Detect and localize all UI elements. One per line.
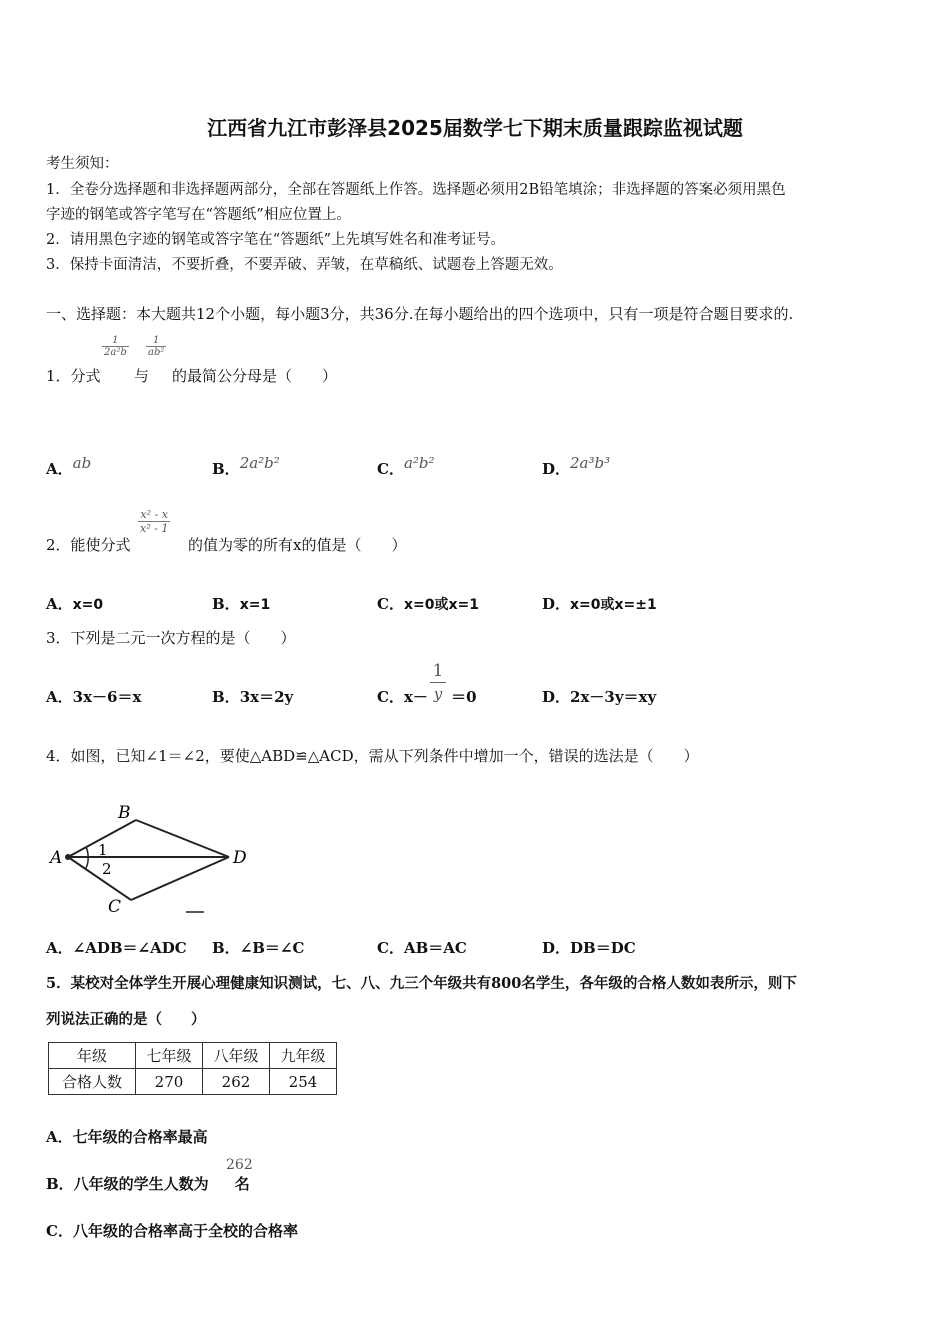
q1-frac1-num: 1 <box>102 335 129 347</box>
q1-frac2-num: 1 <box>146 335 166 347</box>
q4-option-c: C．AB＝AC <box>377 939 467 957</box>
table-row <box>49 1069 337 1095</box>
question-5-line-1: 5．某校对全体学生开展心理健康知识测试，七、八、九三个年级共有800名学生，各年级的合格人数如表所示，则下 <box>46 975 797 992</box>
q5-option-b: B．八年级的学生人数为 名 <box>46 1175 250 1193</box>
section-heading: 一、选择题：本大题共12个小题，每小题3分，共36分.在每小题给出的四个选项中，只有一项是符合题目要求的. <box>46 305 794 323</box>
notice-line-2: 2．请用黑色字迹的钢笔或答字笔在“答题纸”上先填写姓名和准考证号。 <box>46 232 506 248</box>
notice-line-1b: 字迹的钢笔或答字笔写在“答题纸”相应位置上。 <box>46 207 351 223</box>
q3-option-b: B．3x＝2y <box>212 688 294 706</box>
notice-line-1a: 1．全卷分选择题和非选择题两部分，全部在答题纸上作答。选择题必须用2B铅笔填涂；非选择题的答案必须用黑色 <box>46 182 786 198</box>
table-cell: 270 <box>136 1069 203 1095</box>
label-a: A <box>50 848 63 868</box>
label-angle-2: 2 <box>102 860 112 878</box>
q3-option-c: C．x－ ＝0 <box>377 688 477 706</box>
q4-option-a: A．∠ADB＝∠ADC <box>46 939 187 957</box>
q1-frac1-den: 2a²b <box>104 347 127 358</box>
q4-option-d: D．DB＝DC <box>542 939 636 957</box>
q1-option-b: B．2a²b² <box>212 454 280 478</box>
q2-fraction <box>138 508 170 535</box>
segment-ac <box>68 857 131 900</box>
notice-heading: 考生须知： <box>46 156 119 172</box>
page-title: 江西省九江市彭泽县2025届数学七下期末质量跟踪监视试题 <box>207 116 743 140</box>
question-3: 3．下列是二元一次方程的是（ ） <box>46 629 296 647</box>
segment-cd <box>131 857 229 900</box>
notice-line-3: 3．保持卡面清洁，不要折叠，不要弄破、弄皱，在草稿纸、试题卷上答题无效。 <box>46 257 563 273</box>
table-cell: 合格人数 <box>49 1069 136 1095</box>
label-c: C <box>108 897 122 917</box>
q4-geometry-figure <box>46 800 266 920</box>
q2-suffix: 的值为零的所有x的值是（ ） <box>188 536 407 554</box>
angle-1-arc <box>86 847 88 857</box>
q2-prefix: 2．能使分式 <box>46 536 131 554</box>
q2-option-d: D．x=0或x=±1 <box>542 595 657 613</box>
table-cell: 七年级 <box>136 1043 203 1069</box>
label-b: B <box>118 803 131 823</box>
q4-option-b: B．∠B＝∠C <box>212 939 305 957</box>
q5-option-b-number: 262 <box>226 1157 253 1173</box>
q1-option-d: D．2a³b³ <box>542 454 611 478</box>
q3-option-d: D．2x－3y＝xy <box>542 688 657 706</box>
table-cell: 254 <box>270 1069 337 1095</box>
q3-option-a: A．3x－6＝x <box>46 688 142 706</box>
q1-suffix: 的最简公分母是（ ） <box>172 367 338 385</box>
angle-2-arc <box>86 857 88 868</box>
q1-frac2-den: ab² <box>148 347 165 358</box>
q1-option-c: C．a²b² <box>377 454 435 478</box>
table-cell: 九年级 <box>270 1043 337 1069</box>
label-d: D <box>233 848 247 868</box>
q5-option-a: A．七年级的合格率最高 <box>46 1128 208 1146</box>
q2-option-a: A．x=0 <box>46 595 104 613</box>
q2-option-b: B．x=1 <box>212 595 271 613</box>
point-a <box>65 854 71 860</box>
q1-prefix: 1．分式 <box>46 367 101 385</box>
q2-frac-den: x² - 1 <box>140 522 169 535</box>
segment-bd <box>136 820 229 857</box>
q1-option-a: A．ab <box>46 454 92 478</box>
table-cell: 262 <box>203 1069 270 1095</box>
q5-option-c: C．八年级的合格率高于全校的合格率 <box>46 1222 298 1240</box>
label-angle-1: 1 <box>98 841 108 859</box>
q1-mid: 与 <box>134 367 150 385</box>
question-5-line-2: 列说法正确的是（ ） <box>46 1011 206 1028</box>
q2-option-c: C．x=0或x=1 <box>377 595 479 613</box>
question-4: 4．如图，已知∠1＝∠2，要使△ABD≌△ACD，需从下列条件中增加一个，错误的选法是（ ） <box>46 747 699 765</box>
q3-option-c-fraction <box>430 660 446 705</box>
q2-frac-num: x² - x <box>138 508 170 522</box>
table-cell: 年级 <box>49 1043 136 1069</box>
q5-grade-table <box>48 1042 337 1095</box>
table-cell: 八年级 <box>203 1043 270 1069</box>
q1-fraction-2 <box>146 335 166 358</box>
q1-fraction-1 <box>102 335 129 358</box>
table-header-row <box>49 1043 337 1069</box>
q3-frac-den: y <box>433 685 443 703</box>
q3-frac-num: 1 <box>430 660 446 683</box>
